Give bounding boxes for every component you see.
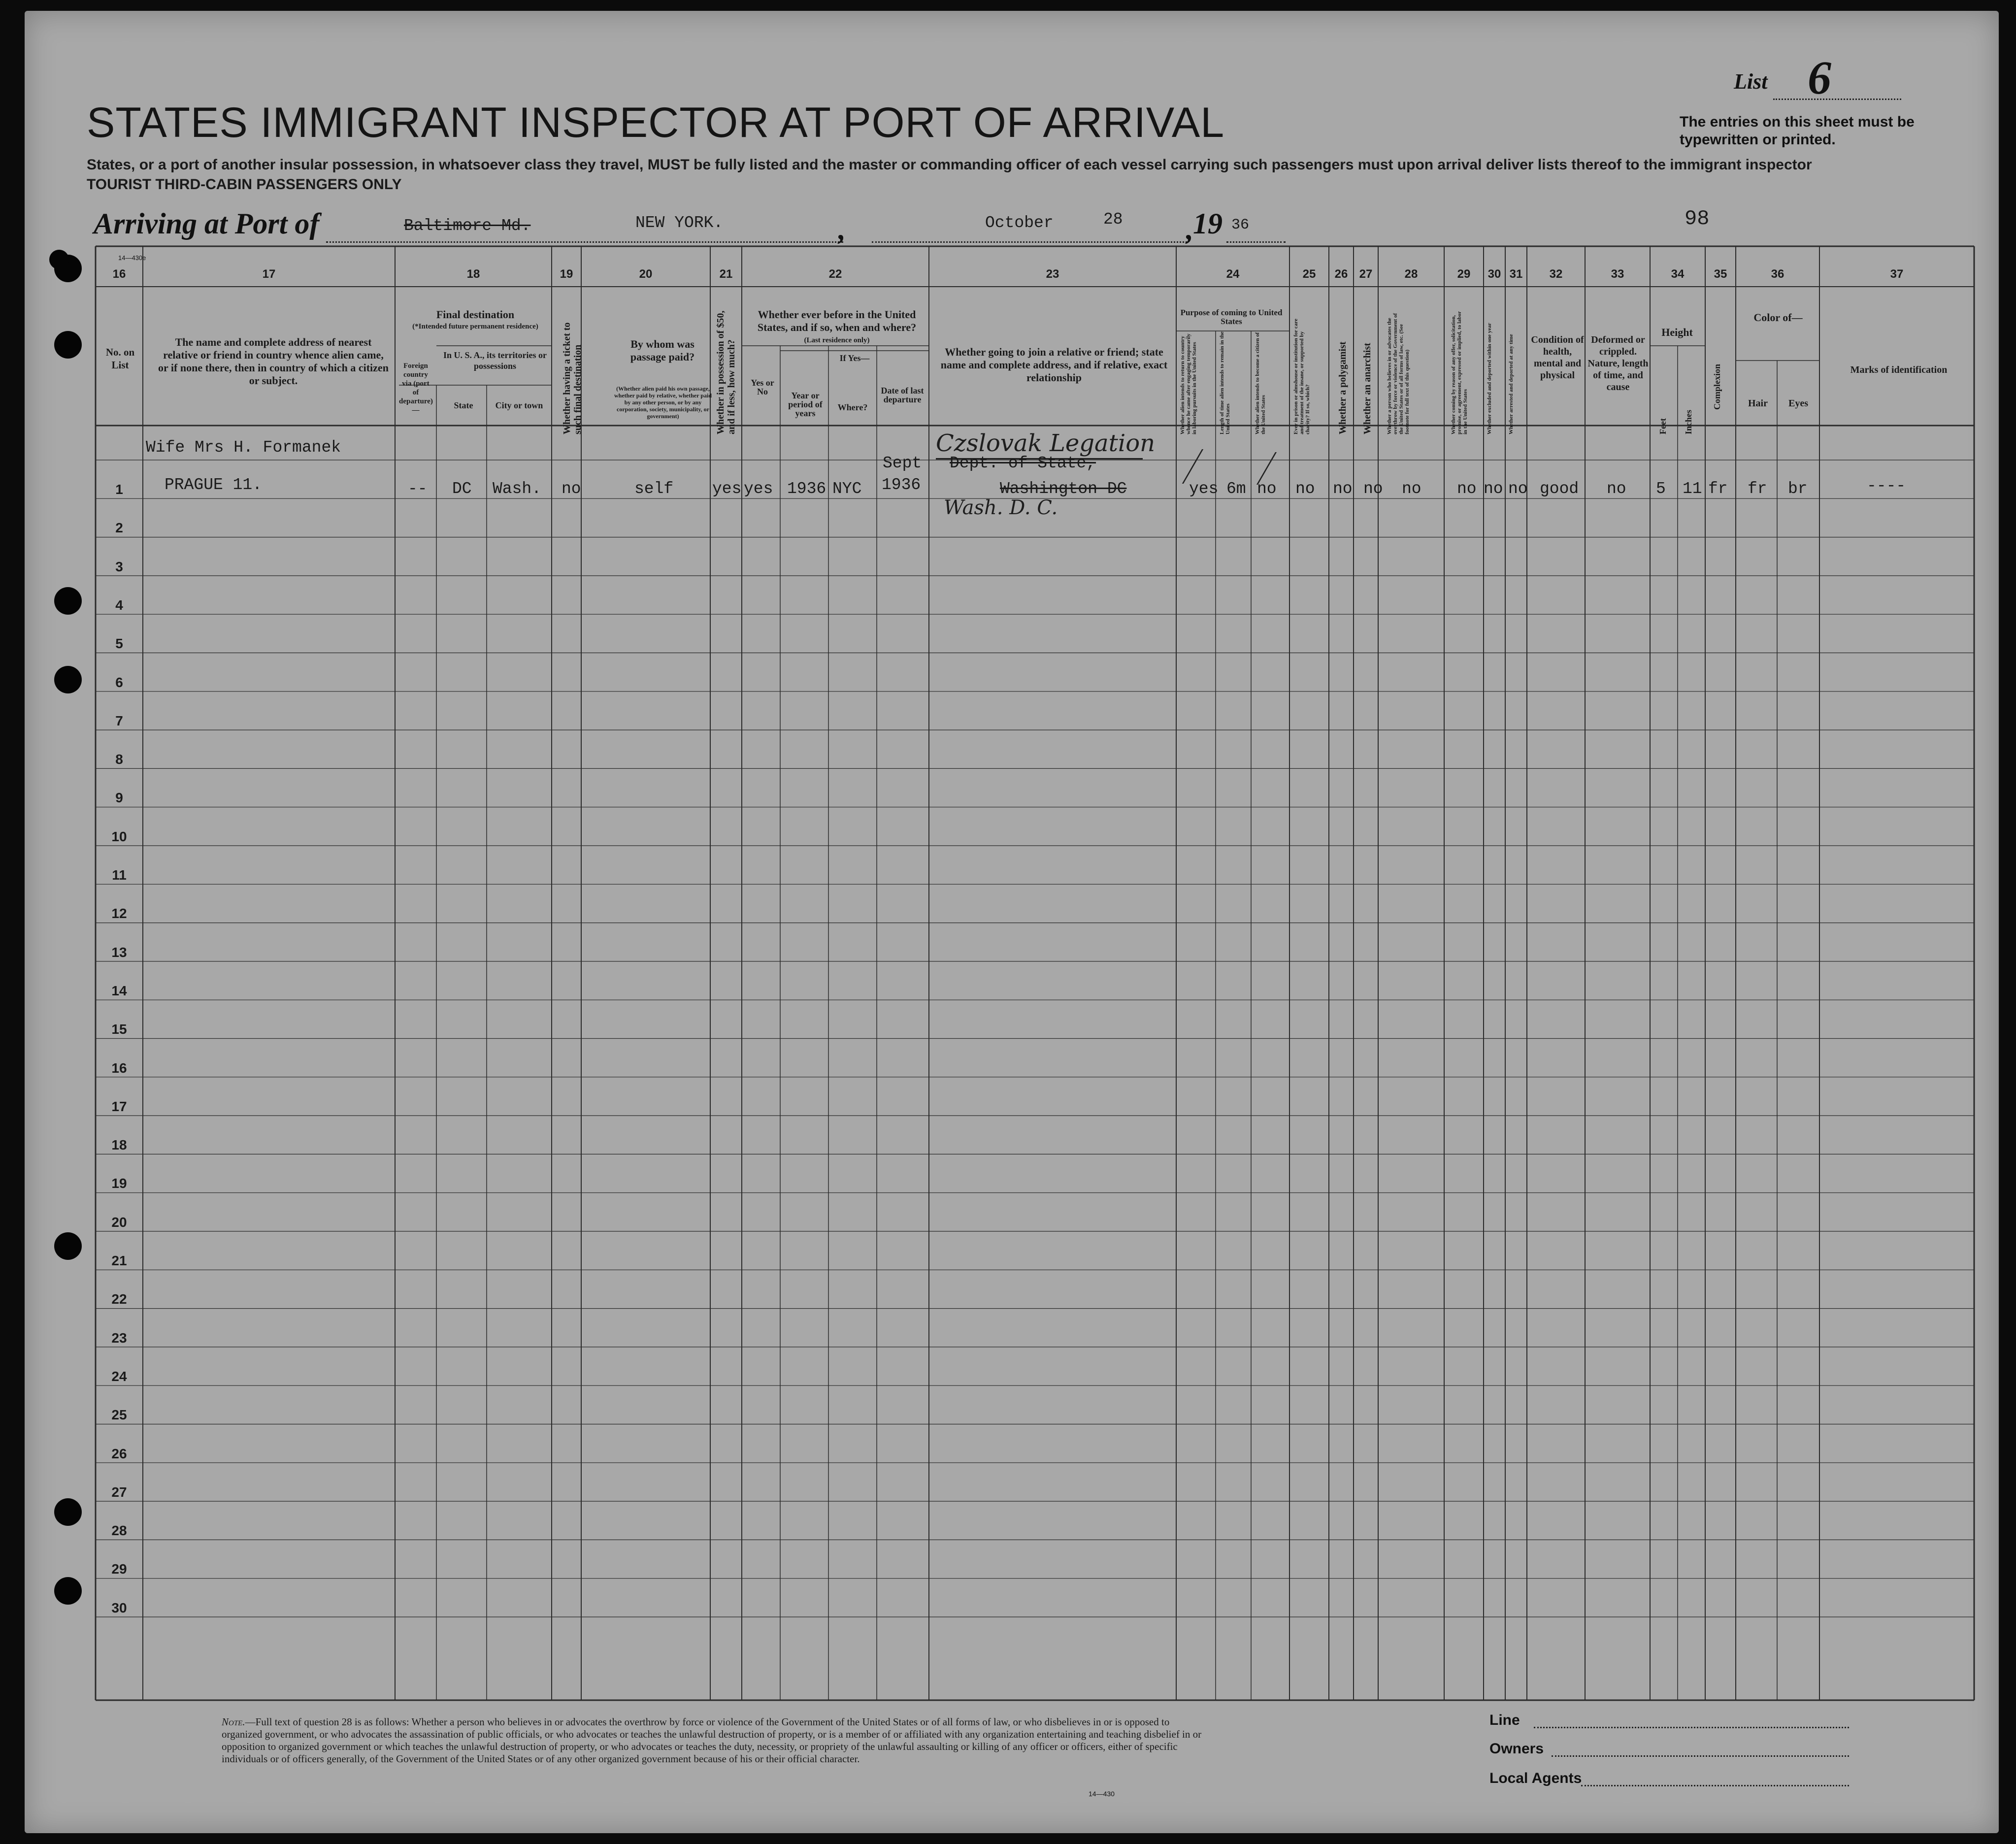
header-usa: In U. S. A., its territories or possessions xyxy=(443,350,547,371)
length-stay-value: 6m xyxy=(1226,480,1246,498)
row-number: 15 xyxy=(111,1021,127,1037)
state-value: DC xyxy=(452,480,472,498)
agents-label: Local Agents xyxy=(1489,1770,1582,1786)
arriving-label: Arriving at Port of xyxy=(94,207,320,240)
row-number: 8 xyxy=(115,752,123,767)
header-anarchist: Whether an anarchist xyxy=(1362,343,1373,434)
row-number: 12 xyxy=(111,906,127,922)
footnote-text: —Full text of question 28 is as follows: Whether a person who believes in or advocates the overthrow by force or violence of the Government of the United States or of all forms of law, or who disbelieves in or is opposed to organized government, or who advocates the assassination of public officials, or who advocates or teaches the unlawful destruction of property, or is a member of or affiliated with any organization entertaining and teaching disbelief in or opposition to organized government or which teaches the unlawful destruction of property, or who advocates or teaches the duty, necessity, or propriety of the unlawful assaulting or killing of any officer or officers, either of specific individuals or of officers generally, of the Government of the United States or of any other organized government because of his or their official character. xyxy=(222,1716,1202,1765)
arrival-month: October xyxy=(985,214,1054,232)
manifest-sheet xyxy=(25,11,1999,1833)
header-color: Color of— xyxy=(1753,311,1803,324)
port-name: NEW YORK. xyxy=(635,214,724,232)
overthrow-value: no xyxy=(1402,480,1421,498)
header-date-departure: Date of last departure xyxy=(881,386,924,404)
health-value: good xyxy=(1540,480,1579,498)
struck-port: Baltimore Md. xyxy=(404,217,531,235)
form-subtitle: States, or a port of another insular possession, in whatsoever class they travel, MUST be fully listed and the master or commanding officer of each vessel carrying such passengers must upon arrival deliver lists thereof to the immigrant inspector xyxy=(87,157,1812,173)
header-complexion: Complexion xyxy=(1712,363,1722,410)
column-number: 28 xyxy=(1404,267,1418,281)
header-going-to-join: Whether going to join a relative or friend; state name and complete address, and if relative, exact relationship xyxy=(940,346,1168,384)
fifty-value: yes xyxy=(712,480,742,498)
eyes-value: br xyxy=(1788,480,1808,498)
row-number: 22 xyxy=(111,1291,127,1307)
row-number: 11 xyxy=(112,867,127,883)
row-number: 1 xyxy=(115,482,123,497)
header-ever-before: Whether ever before in the United States, and if so, when and where? xyxy=(757,308,917,333)
inches-value: 11 xyxy=(1683,480,1702,498)
header-feet: Feet xyxy=(1658,418,1668,434)
foreign-via-value: -- xyxy=(408,480,428,498)
anarchist-value: no xyxy=(1363,480,1383,498)
year-prefix: 19 xyxy=(1193,207,1223,240)
row-number: 6 xyxy=(115,674,123,690)
row-number: 2 xyxy=(115,520,123,536)
header-final-destination: Final destination xyxy=(436,308,515,321)
row-number: 16 xyxy=(111,1060,127,1076)
hair-value: fr xyxy=(1748,480,1767,498)
footer-form-code: 14—430 xyxy=(1089,1790,1115,1798)
line-label: Line xyxy=(1489,1712,1520,1728)
header-no-on-list: No. on List xyxy=(105,346,135,371)
feet-value: 5 xyxy=(1656,480,1666,498)
row-number: 20 xyxy=(111,1214,127,1230)
header-marks: Marks of identification xyxy=(1850,364,1948,375)
relative-address: PRAGUE 11. xyxy=(165,476,263,494)
agents-field xyxy=(1581,1785,1849,1786)
year-suffix: 36 xyxy=(1231,217,1250,233)
page-number: 98 xyxy=(1685,207,1710,230)
header-height: Height xyxy=(1661,326,1693,338)
become-citizen-value: no xyxy=(1257,480,1277,498)
column-number: 23 xyxy=(1046,267,1059,281)
header-fifty-dollars: Whether in possession of $50, and if less, how much? xyxy=(715,310,737,434)
excluded-value: no xyxy=(1484,480,1503,498)
header-overthrow: Whether a person who believes in or advocates the overthrow by force or violence of the Government of the United States or of all forms of law, etc. (See footnote for full text of this question) xyxy=(1387,313,1410,434)
list-label: List xyxy=(1734,69,1768,94)
form-title: STATES IMMIGRANT INSPECTOR AT PORT OF ARRIVAL xyxy=(87,99,1225,146)
footnote xyxy=(222,1716,1207,1765)
header-final-destination-note: (*Intended future permanent residence) xyxy=(412,323,538,330)
row-number: 7 xyxy=(115,713,123,728)
column-number: 20 xyxy=(639,267,653,281)
form-code: 14—430e xyxy=(118,254,146,262)
column-number: 35 xyxy=(1714,267,1727,281)
header-eyes: Eyes xyxy=(1788,398,1808,409)
join-typed-dept: Dept. of State, xyxy=(950,454,1096,472)
row-number: 14 xyxy=(111,983,127,998)
row-number: 29 xyxy=(111,1561,127,1577)
column-number: 30 xyxy=(1487,267,1501,281)
column-number: 25 xyxy=(1302,267,1316,281)
row-number: 27 xyxy=(111,1484,127,1500)
row-number: 25 xyxy=(111,1407,127,1423)
ever-before-value: yes xyxy=(744,480,773,498)
column-number: 32 xyxy=(1549,267,1563,281)
header-prison: Ever in prison or almshouse or institution for care and treatment of the insane, or supported by charity? If so, which? xyxy=(1293,319,1311,434)
join-typed-washington: Washington DC xyxy=(1000,480,1127,498)
row-number: 9 xyxy=(115,790,123,806)
row-number: 3 xyxy=(115,559,123,574)
header-if-yes: If Yes— xyxy=(839,353,870,363)
row-number: 26 xyxy=(111,1446,127,1461)
header-deported: Whether arrested and deported at any time xyxy=(1508,334,1514,434)
year-value: 1936 xyxy=(787,480,826,498)
city-value: Wash. xyxy=(493,480,542,498)
comma: , xyxy=(1186,213,1193,246)
header-hair: Hair xyxy=(1748,398,1768,409)
header-purpose: Purpose of coming to United States xyxy=(1180,308,1283,326)
row-number: 17 xyxy=(111,1098,127,1114)
header-last-residence: (Last residence only) xyxy=(804,336,870,344)
footnote-label: Note. xyxy=(222,1716,245,1728)
arrival-day: 28 xyxy=(1103,210,1123,229)
header-return: Whether alien intends to return to country whence he came after engaging temporarily in laboring pursuits in the United States xyxy=(1180,333,1197,434)
header-passage: By whom was passage paid? xyxy=(630,338,695,363)
column-number: 31 xyxy=(1509,267,1523,281)
header-city: City or town xyxy=(495,400,543,410)
complexion-value: fr xyxy=(1708,480,1728,498)
row-number: 24 xyxy=(111,1368,127,1384)
header-polygamist: Whether a polygamist xyxy=(1337,341,1348,434)
column-number: 18 xyxy=(466,267,480,281)
column-number: 37 xyxy=(1890,267,1904,281)
column-number: 27 xyxy=(1359,267,1373,281)
column-number: 29 xyxy=(1457,267,1471,281)
header-foreign-via: Foreign country via (port of departure)— xyxy=(399,362,433,414)
row-number: 28 xyxy=(111,1523,127,1539)
relative-name: Wife Mrs H. Formanek xyxy=(146,438,341,457)
column-number: 16 xyxy=(112,267,126,281)
departure-year: 1936 xyxy=(882,476,921,494)
column-number: 22 xyxy=(828,267,842,281)
row-number: 30 xyxy=(111,1600,127,1615)
column-number: 21 xyxy=(719,267,733,281)
class-line: TOURIST THIRD-CABIN PASSENGERS ONLY xyxy=(87,176,402,193)
departure-month: Sept xyxy=(883,454,922,472)
header-year: Year or period of years xyxy=(788,391,823,418)
header-relative: The name and complete address of nearest relative or friend in country whence alien came, or if none there, then in country of which a citizen or subject. xyxy=(158,336,389,387)
comma: , xyxy=(838,213,846,246)
column-number: 19 xyxy=(560,267,573,281)
row-number: 13 xyxy=(111,944,127,960)
column-number: 33 xyxy=(1611,267,1624,281)
row-number: 23 xyxy=(111,1330,127,1346)
ticket-value: no xyxy=(562,480,581,498)
row-number: 4 xyxy=(115,597,123,613)
prison-value: no xyxy=(1295,480,1315,498)
row-number: 18 xyxy=(111,1137,127,1153)
column-number: 26 xyxy=(1334,267,1348,281)
column-number: 17 xyxy=(262,267,276,281)
deported-value: no xyxy=(1508,480,1528,498)
row-number: 5 xyxy=(115,636,123,652)
row-number: 10 xyxy=(111,828,127,844)
header-deformed: Deformed or crippled. Nature, length of time, and cause xyxy=(1587,334,1649,393)
marks-value: ---- xyxy=(1867,477,1906,495)
row-number: 19 xyxy=(111,1176,127,1191)
manifest-grid xyxy=(25,11,1999,1833)
return-value: yes xyxy=(1189,480,1219,498)
join-handwritten-legation: Czslovak Legation xyxy=(936,429,1156,457)
row-number: 21 xyxy=(111,1253,127,1268)
header-length-stay: Length of time alien intends to remain in the United States xyxy=(1219,331,1231,434)
deformed-value: no xyxy=(1607,480,1626,498)
list-number: 6 xyxy=(1808,51,1831,104)
line-field xyxy=(1534,1727,1849,1728)
offer-value: no xyxy=(1457,480,1477,498)
header-excluded: Whether excluded and deported within one year xyxy=(1487,323,1492,434)
header-where: Where? xyxy=(837,402,868,412)
column-number: 34 xyxy=(1671,267,1685,281)
header-ticket: Whether having a ticket to such final destination xyxy=(562,322,583,434)
join-handwritten-wash: Wash. D. C. xyxy=(944,496,1058,519)
owners-field xyxy=(1552,1755,1849,1757)
entries-note: The entries on this sheet must be typewritten or printed. xyxy=(1680,114,1915,148)
owners-label: Owners xyxy=(1489,1741,1544,1757)
header-state: State xyxy=(454,400,473,410)
column-number: 36 xyxy=(1771,267,1785,281)
polygamist-value: no xyxy=(1333,480,1353,498)
where-value: NYC xyxy=(832,480,862,498)
header-offer: Whether coming by reason of any offer, solicitation, promise, or agreement, expressed or implied, to labor in the United States xyxy=(1451,311,1468,434)
column-number: 24 xyxy=(1226,267,1240,281)
header-passage-note: (Whether alien paid his own passage, whether paid by relative, whether paid by any other person, or by any corporation, society, municipality, or government) xyxy=(614,385,712,420)
passage-value: self xyxy=(634,480,674,498)
header-yes-no: Yes or No xyxy=(751,378,774,396)
header-become-citizen: Whether alien intends to become a citizen of the United States xyxy=(1255,332,1266,434)
header-inches: Inches xyxy=(1684,409,1693,434)
header-health: Condition of health, mental and physical xyxy=(1531,334,1584,381)
